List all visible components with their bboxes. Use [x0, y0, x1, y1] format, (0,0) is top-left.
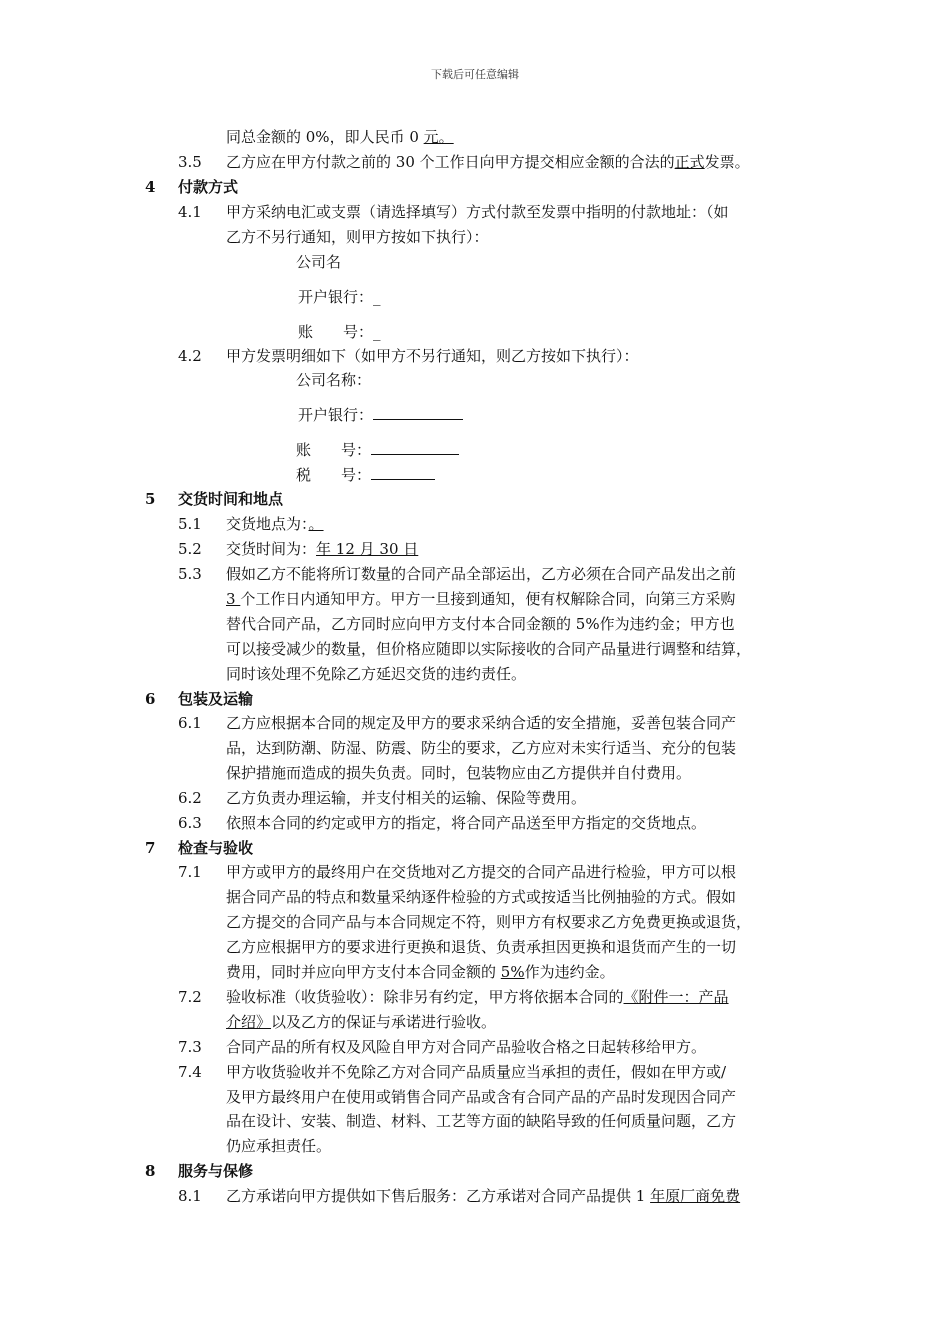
- underlined-text: 《附件一：产品: [623, 988, 729, 1006]
- underlined-text: 5%: [500, 963, 525, 981]
- clause-7-1: 7.1 甲方或甲方的最终用户在交货地对乙方提交的合同产品进行检验，甲方可以根: [178, 863, 737, 881]
- clause-5-1: 5.1 交货地点为：。: [178, 515, 324, 533]
- clause-4-2: 4.2 甲方发票明细如下（如甲方不另行通知，则乙方按如下执行）：: [178, 347, 639, 365]
- bank-label: 开户银行：_: [298, 288, 381, 306]
- paragraph-line: 介绍》以及乙方的保证与承诺进行验收。: [226, 1013, 497, 1031]
- clause-5-3: 5.3 假如乙方不能将所订数量的合同产品全部运出，乙方必须在合同产品发出之前: [178, 565, 737, 583]
- paragraph-line: 及甲方最终用户在使用或销售合同产品或含有合同产品的产品时发现因合同产: [226, 1088, 737, 1106]
- clause-3-5: 3.5 乙方应在甲方付款之前的 30 个工作日向甲方提交相应金额的合法的正式发票。: [178, 153, 750, 171]
- clause-6-2: 6.2 乙方负责办理运输，并支付相关的运输、保险等费用。: [178, 789, 587, 807]
- blank-field-line: [371, 440, 459, 455]
- paragraph-line: 品，达到防潮、防湿、防震、防尘的要求，乙方应对未实行适当、充分的包装: [226, 739, 737, 757]
- paragraph-line: 仍应承担责任。: [226, 1137, 332, 1155]
- paragraph-line: 费用，同时并应向甲方支付本合同金额的 5%作为违约金。: [226, 963, 615, 981]
- paragraph-line: 乙方应根据甲方的要求进行更换和退货、负责承担因更换和退货而产生的一切: [226, 938, 737, 956]
- paragraph-line: 乙方提交的合同产品与本合同规定不符，则甲方有权要求乙方免费更换或退货，: [226, 913, 752, 931]
- paragraph-line: 可以接受减少的数量，但价格应随即以实际接收的合同产品量进行调整和结算，: [226, 640, 752, 658]
- clause-6-1: 6.1 乙方应根据本合同的规定及甲方的要求采纳合适的安全措施，妥善包装合同产: [178, 714, 737, 732]
- company-name-label: 公司名称：: [296, 371, 372, 389]
- page-header: 下载后可任意编辑: [431, 68, 519, 81]
- paragraph-line: 保护措施而造成的损失负责。同时，包装物应由乙方提供并自付费用。: [226, 764, 692, 782]
- underlined-text: 元。: [423, 128, 454, 146]
- account-field: 账 号：: [296, 440, 459, 460]
- underlined-text: 。: [308, 515, 324, 533]
- document-page: 下载后可任意编辑 同总金额的 0%，即人民币 0 元。 3.5 乙方应在甲方付款之前的 30 个工作日向甲方提交相应金额的合法的正式发票。 4 付款方式 4.1 甲方采纳电汇或支票（请选择填写）方式付款至发票中指明的付款地址：（如 乙方不另行通知，则甲方按如下执行）： 公司名 开户银行：_ 账 号：_ 4.2 甲方发票明细如下（如甲方不另行通知，则乙方按如下执行）： 公司名称： 开户银行： 账 号： 税 号： 5 交货时间和地点 5.1 交货地点为：。 5.2 交货时间为：年 12 月 30 日 5.3 假如乙方不能将所订数量的合同产品全部运出，乙方必须在合同产品发出之前 3 个工作日内通知甲方。甲方一旦接到通知，便有权解除合同，向第三方采购 替代合同产品，乙方同时应向甲方支付本合同金额的 5%作为违约金；甲方也 可以接受减少的数量，但价格应随即以实际接收的合同产品量进行调整和结算， 同时该处理不免除乙方延迟交货的违约责任。 6 包装及运输 6.1 乙方应根据本合同的规定及甲方的要求采纳合适的安全措施，妥善包装合同产 品，达到防潮、防湿、防震、防尘的要求，乙方应对未实行适当、充分的包装 保护措施而造成的损失负责。同时，包装物应由乙方提供并自付费用。 6.2 乙方负责办理运输，并支付相关的运输、保险等费用。 6.3 依照本合同的约定或甲方的指定，将合同产品送至甲方指定的交货地点。 7 检查与验收 7.1 甲方或甲方的最终用户在交货地对乙方提交的合同产品进行检验，甲方可以根 据合同产品的特点和数量采纳逐件检验的方式或按适当比例抽验的方式。假如 乙方提交的合同产品与本合同规定不符，则甲方有权要求乙方免费更换或退货， 乙方应根据甲方的要求进行更换和退货、负责承担因更换和退货而产生的一切 费用，同时并应向甲方支付本合同金额的 5%作为违约金。 7.2 验收标准（收货验收）：除非另有约定，甲方将依据本合同的《附件一：产品 介绍》以及乙方的保证与承诺进行验收。 7.3 合同产品的所有权及风险自甲方对合同产品验收合格之日起转移给甲方。 7.4 甲方收货验收并不免除乙方对合同产品质量应当承担的责任，假如在甲方或/ 及甲方最终用户在使用或销售合同产品或含有合同产品的产品时发现因合同产 品在设计、安装、制造、材料、工艺等方面的缺陷导致的任何质量问题，乙方 仍应承担责任。 8 服务与保修 8.1 乙方承诺向甲方提供如下售后服务：乙方承诺对合同产品提供 1 年原厂商免费: [0, 0, 950, 1344]
- clause-7-4: 7.4 甲方收货验收并不免除乙方对合同产品质量应当承担的责任，假如在甲方或/: [178, 1063, 727, 1081]
- clause-5-2: 5.2 交货时间为：年 12 月 30 日: [178, 540, 419, 558]
- paragraph-line: 据合同产品的特点和数量采纳逐件检验的方式或按适当比例抽验的方式。假如: [226, 888, 737, 906]
- blank-field-line: [371, 465, 435, 480]
- blank-field-line: [373, 405, 463, 420]
- underlined-text: 3: [226, 590, 241, 608]
- bank-field: 开户银行：: [298, 405, 463, 425]
- company-name-label: 公司名: [296, 253, 342, 271]
- clause-7-2: 7.2 验收标准（收货验收）：除非另有约定，甲方将依据本合同的《附件一：产品: [178, 988, 729, 1006]
- paragraph-line: 3 个工作日内通知甲方。甲方一旦接到通知，便有权解除合同，向第三方采购: [226, 590, 736, 608]
- underlined-text: 年原厂商免费: [650, 1187, 741, 1205]
- paragraph-line: 同总金额的 0%，即人民币 0 元。: [226, 128, 454, 146]
- clause-7-3: 7.3 合同产品的所有权及风险自甲方对合同产品验收合格之日起转移给甲方。: [178, 1038, 707, 1056]
- clause-8-1: 8.1 乙方承诺向甲方提供如下售后服务：乙方承诺对合同产品提供 1 年原厂商免费: [178, 1187, 741, 1205]
- underlined-text: 介绍》: [226, 1013, 272, 1031]
- underlined-text: 年 12 月 30 日: [316, 540, 419, 558]
- paragraph-line: 乙方不另行通知，则甲方按如下执行）：: [226, 228, 489, 246]
- paragraph-line: 替代合同产品，乙方同时应向甲方支付本合同金额的 5%作为违约金；甲方也: [226, 615, 735, 633]
- underlined-text: 正式: [674, 153, 705, 171]
- clause-6-3: 6.3 依照本合同的约定或甲方的指定，将合同产品送至甲方指定的交货地点。: [178, 814, 707, 832]
- paragraph-line: 品在设计、安装、制造、材料、工艺等方面的缺陷导致的任何质量问题，乙方: [226, 1112, 737, 1130]
- account-label: 账 号：_: [298, 323, 381, 341]
- paragraph-line: 同时该处理不免除乙方延迟交货的违约责任。: [226, 665, 527, 683]
- tax-field: 税 号：: [296, 465, 435, 485]
- clause-4-1: 4.1 甲方采纳电汇或支票（请选择填写）方式付款至发票中指明的付款地址：（如: [178, 203, 729, 221]
